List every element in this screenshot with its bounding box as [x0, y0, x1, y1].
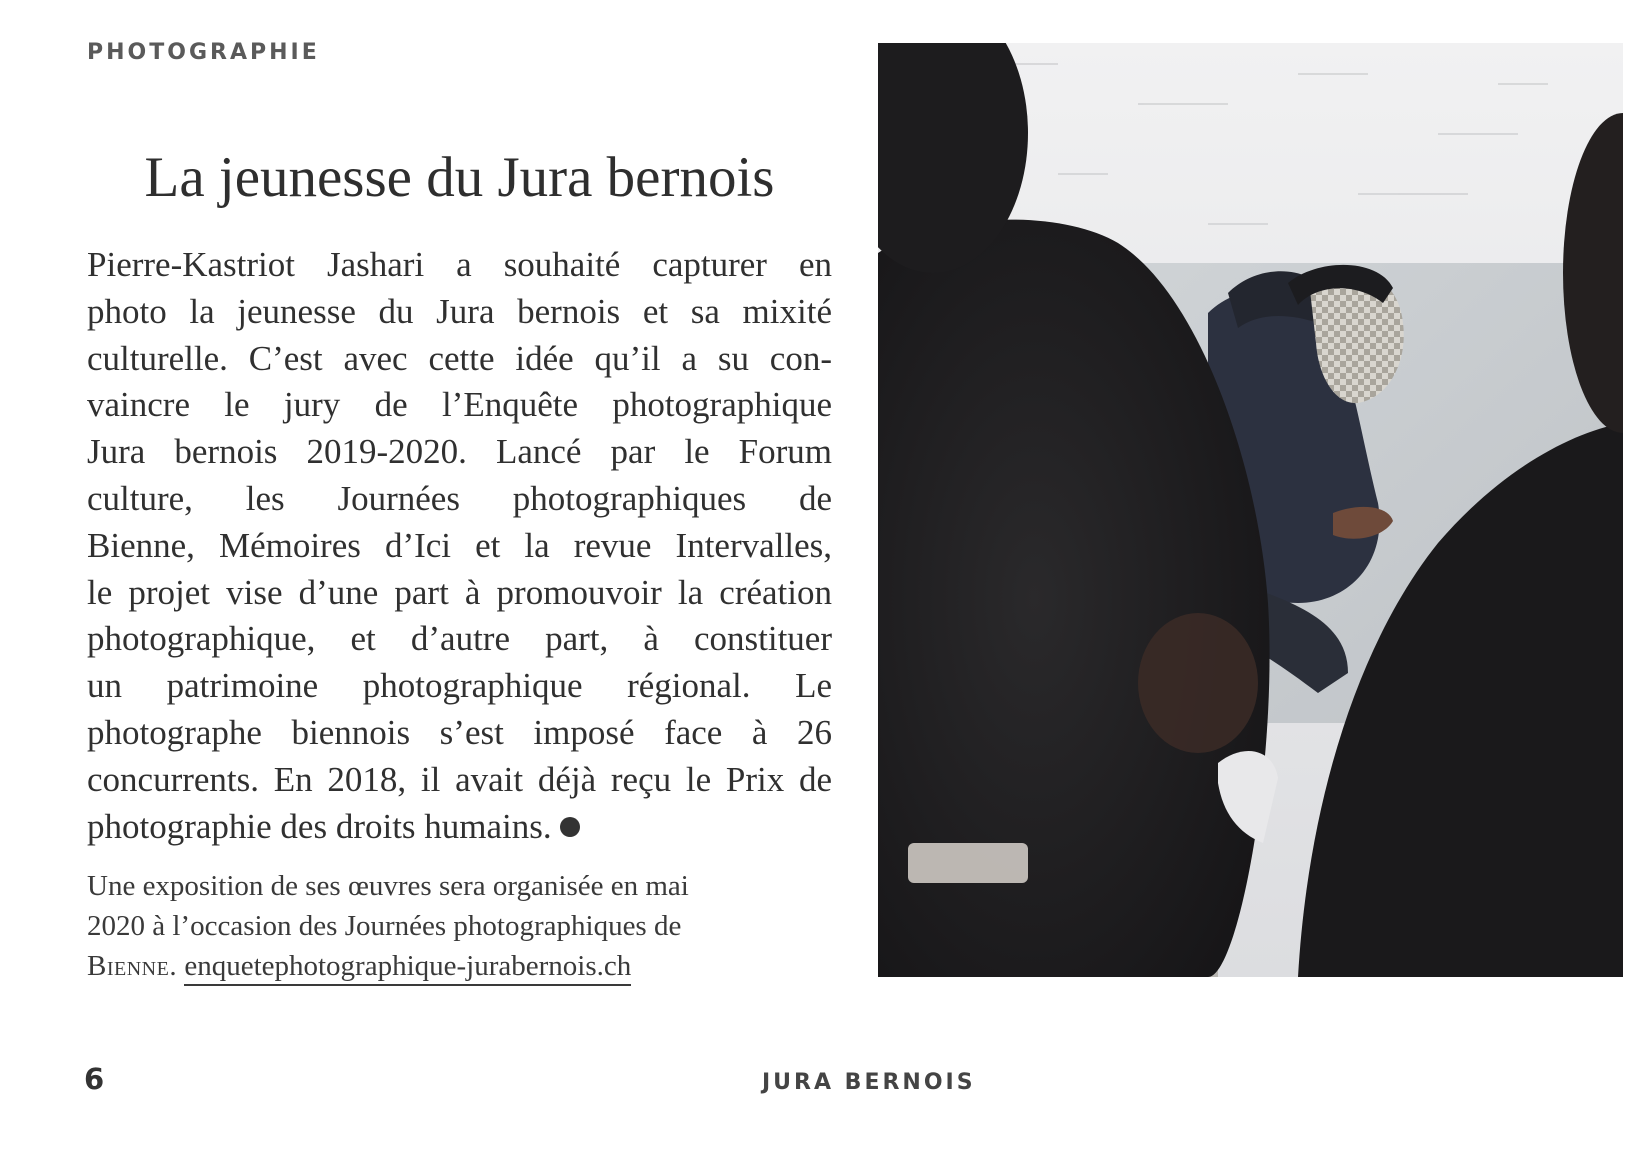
- running-footer: JURA BERNOIS: [762, 1070, 976, 1095]
- website-link[interactable]: enquetephotographique-jurabernois.ch: [184, 950, 631, 986]
- body-line: concurrents. En 2018, il avait déjà reçu le Prix de: [87, 759, 832, 799]
- note-line: 2020 à l’occasion des Journées photographiques de: [87, 910, 682, 942]
- page-number: 6: [84, 1062, 105, 1096]
- jacket-patch: [908, 843, 1028, 883]
- article-title: La jeunesse du Jura bernois: [144, 146, 775, 209]
- note-city: Bienne.: [87, 950, 178, 982]
- body-line-last: [87, 804, 832, 851]
- body-line: photographe biennois s’est imposé face à 26: [87, 712, 832, 752]
- end-of-article-dot: [560, 817, 580, 837]
- body-line: culturelle. C’est avec cette idée qu’il a su con-: [87, 338, 832, 378]
- body-line: le projet vise d’une part à promouvoir la création: [87, 572, 832, 612]
- body-line: culture, les Journées photographiques de: [87, 478, 832, 518]
- exhibition-note: [87, 866, 807, 986]
- body-line: Bienne, Mémoires d’Ici et la revue Intervalles,: [87, 525, 832, 565]
- article-photo: [878, 43, 1623, 977]
- note-line-with-link: [87, 946, 807, 986]
- body-line: Pierre-Kastriot Jashari a souhaité capturer en: [87, 245, 832, 284]
- body-line: photographique, et d’autre part, à constituer: [87, 619, 832, 659]
- body-line: vaincre le jury de l’Enquête photographique: [87, 385, 832, 425]
- body-line: un patrimoine photographique régional. Le: [87, 666, 832, 706]
- body-line: photo la jeunesse du Jura bernois et sa mixité: [87, 291, 832, 331]
- note-line: Une exposition de ses œuvres sera organisée en mai: [87, 870, 689, 902]
- body-line: photographie des droits humains.: [87, 806, 552, 846]
- photo-illustration: [878, 43, 1623, 977]
- blurred-hand: [1138, 613, 1258, 753]
- article-body: [87, 242, 832, 850]
- section-label: PHOTOGRAPHIE: [87, 40, 320, 65]
- body-line: Jura bernois 2019-2020. Lancé par le Forum: [87, 432, 832, 472]
